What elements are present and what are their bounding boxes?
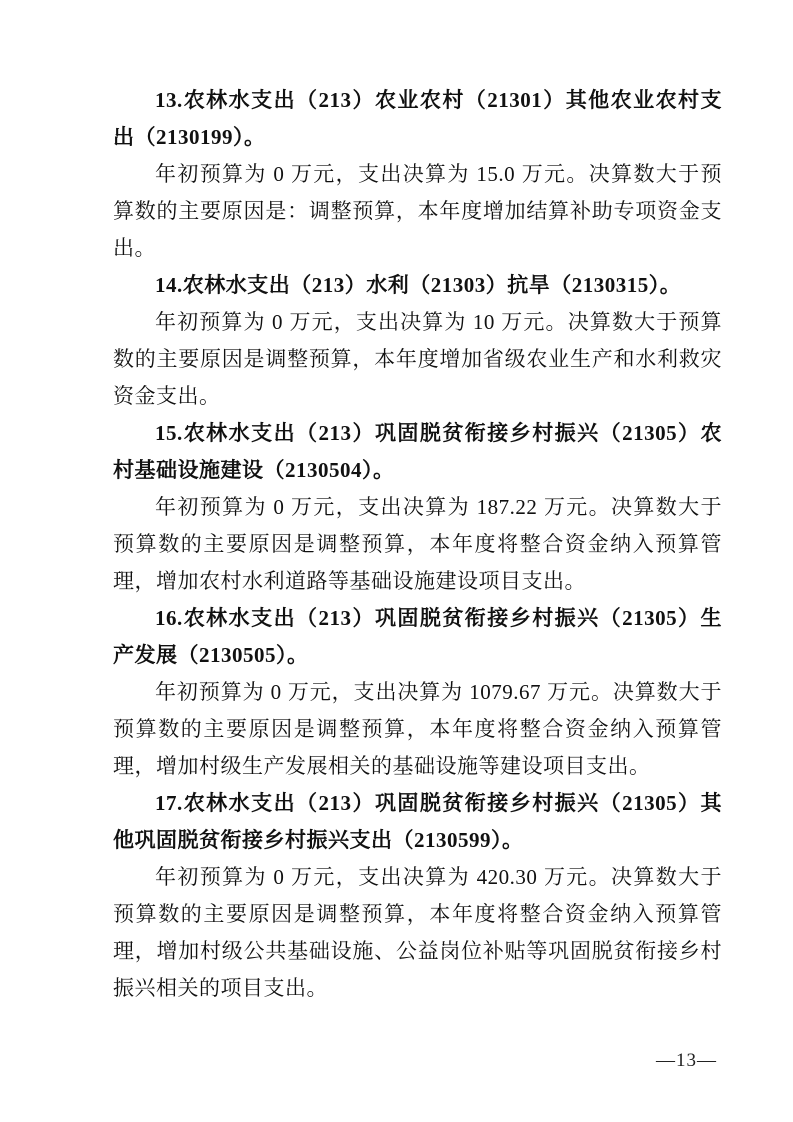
budget-item-15	[113, 415, 722, 600]
budget-item-14-body: 年初预算为 0 万元，支出决算为 10 万元。决算数大于预算数的主要原因是调整预算，本年度增加省级农业生产和水利救灾资金支出。	[113, 310, 722, 408]
budget-item-13-body: 年初预算为 0 万元，支出决算为 15.0 万元。决算数大于预算数的主要原因是：调整预算，本年度增加结算补助专项资金支出。	[113, 162, 722, 260]
budget-item-14	[113, 267, 722, 415]
budget-item-17-body: 年初预算为 0 万元，支出决算为 420.30 万元。决算数大于预算数的主要原因是调整预算，本年度将整合资金纳入预算管理，增加村级公共基础设施、公益岗位补贴等巩固脱贫衔接乡村振兴相关的项目支出。	[113, 865, 722, 1000]
budget-item-16-heading: 16.农林水支出（213）巩固脱贫衔接乡村振兴（21305）生产发展（2130505）。	[113, 606, 722, 667]
budget-item-14-heading: 14.农林水支出（213）水利（21303）抗旱（2130315）。	[155, 273, 682, 297]
budget-item-16	[113, 600, 722, 785]
budget-item-13	[113, 82, 722, 267]
budget-item-13-heading: 13.农林水支出（213）农业农村（21301）其他农业农村支出（2130199）。	[113, 88, 722, 149]
budget-item-17	[113, 785, 722, 1007]
budget-item-15-heading: 15.农林水支出（213）巩固脱贫衔接乡村振兴（21305）农村基础设施建设（2130504）。	[113, 421, 722, 482]
budget-item-15-body: 年初预算为 0 万元，支出决算为 187.22 万元。决算数大于预算数的主要原因是调整预算，本年度将整合资金纳入预算管理，增加农村水利道路等基础设施建设项目支出。	[113, 495, 722, 593]
budget-item-17-heading: 17.农林水支出（213）巩固脱贫衔接乡村振兴（21305）其他巩固脱贫衔接乡村振兴支出（2130599）。	[113, 791, 722, 852]
budget-item-16-body: 年初预算为 0 万元，支出决算为 1079.67 万元。决算数大于预算数的主要原因是调整预算，本年度将整合资金纳入预算管理，增加村级生产发展相关的基础设施等建设项目支出。	[113, 680, 722, 778]
document-body	[113, 82, 722, 1007]
page-number: —13—	[656, 1050, 717, 1071]
